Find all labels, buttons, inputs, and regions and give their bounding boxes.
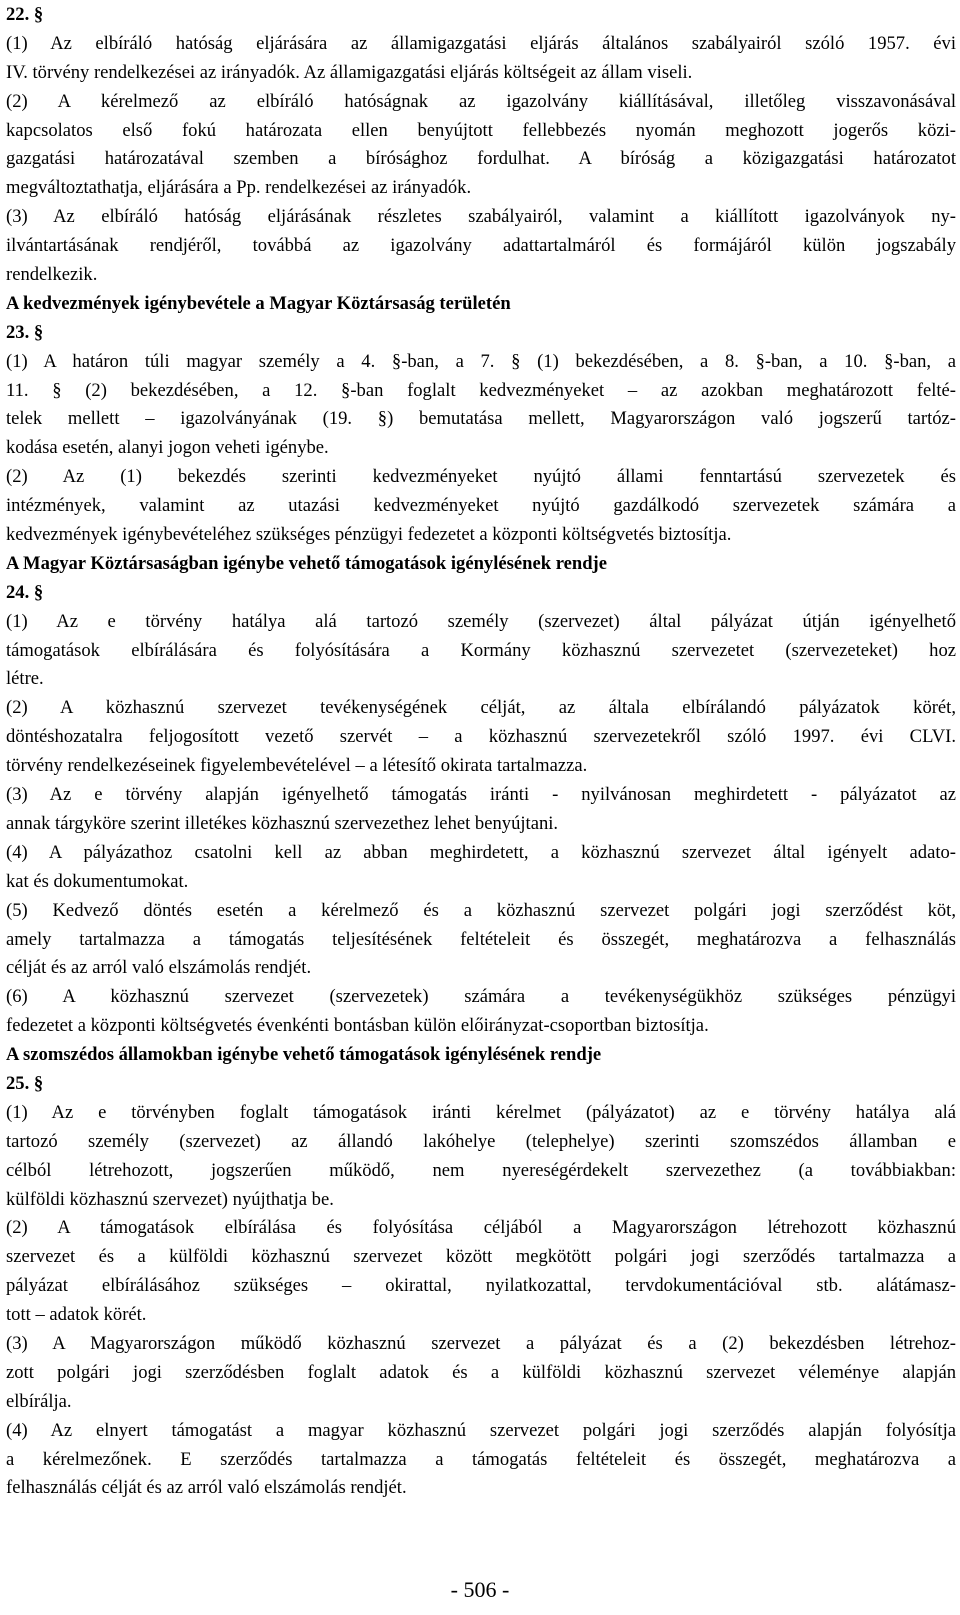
section-title-heading: A szomszédos államokban igénybe vehető támogatások igénylésének rendje (6, 1044, 602, 1066)
text-line: (2) A kérelmező az elbíráló hatóságnak az igazolvány kiállításával, illetőleg visszavonásával (6, 90, 956, 112)
text-line: kat és dokumentumokat. (6, 870, 189, 892)
text-line: külföldi közhasznú szervezet) nyújthatja be. (6, 1188, 334, 1210)
text-line: (2) A támogatások elbírálása és folyósítása céljából a Magyarországon létrehozott közhasznú (6, 1217, 956, 1239)
text-line: létre. (6, 668, 44, 690)
text-line: kodása esetén, alanyi jogon veheti igénybe. (6, 437, 329, 459)
text-line: (3) A Magyarországon működő közhasznú szervezet a pályázat és a (2) bekezdésben létrehoz- (6, 1332, 956, 1354)
text-line: (2) A közhasznú szervezet tevékenységének célját, az általa elbírálandó pályázatok körét, (6, 697, 956, 719)
section-number-heading: 23. § (6, 321, 44, 343)
text-line: felhasználás célját és az arról való elszámolás rendjét. (6, 1477, 407, 1499)
text-line: célját és az arról való elszámolás rendjét. (6, 957, 312, 979)
text-line: (1) Az elbíráló hatóság eljárására az államigazgatási eljárás általános szabályairól szóló 1957. évi (6, 32, 956, 54)
text-line: kapcsolatos első fokú határozata ellen benyújtott fellebbezés nyomán meghozott jogerős közi- (6, 119, 956, 141)
text-line: (1) Az e törvényben foglalt támogatások iránti kérelmet (pályázatot) az e törvény hatálya alá (6, 1101, 956, 1123)
text-line: (1) A határon túli magyar személy a 4. §-ban, a 7. § (1) bekezdésében, a 8. §-ban, a 10. §-ban, a (6, 350, 956, 372)
text-line: megváltoztathatja, eljárására a Pp. rendelkezései az irányadók. (6, 177, 472, 199)
text-line: a kérelmezőnek. E szerződés tartalmazza a támogatás feltételeit és összegét, meghatározva a (6, 1448, 956, 1470)
section-number-heading: 25. § (6, 1072, 44, 1094)
text-line: törvény rendelkezéseinek figyelembevételével – a létesítő okirata tartalmazza. (6, 755, 588, 777)
section-number-heading: 22. § (6, 4, 44, 25)
text-line: (5) Kedvező döntés esetén a kérelmező és a közhasznú szervezet polgári jogi szerződést köt, (6, 899, 956, 921)
text-line: célból létrehozott, jogszerűen működő, nem nyereségérdekelt szervezethez (a továbbiakban: (6, 1159, 956, 1181)
text-line: kedvezmények igénybevételéhez szükséges pénzügyi fedezetet a központi költségvetés biztosítja. (6, 524, 732, 546)
text-line: tott – adatok körét. (6, 1304, 147, 1326)
section-number-heading: 24. § (6, 581, 44, 603)
section-title-heading: A kedvezmények igénybevétele a Magyar Köztársaság területén (6, 292, 511, 314)
text-line: tartozó személy (szervezet) az állandó lakóhelye (telephelye) szerinti szomszédos államban e (6, 1130, 956, 1152)
text-line: elbírálja. (6, 1390, 72, 1412)
text-line: (4) A pályázathoz csatolni kell az abban meghirdetett, a közhasznú szervezet által igényelt adato- (6, 841, 956, 863)
text-line: annak tárgyköre szerint illetékes közhasznú szervezethez lehet benyújtani. (6, 812, 559, 834)
text-line: telek mellett – igazolványának (19. §) bemutatása mellett, Magyarországon való jogszerű tartóz- (6, 408, 956, 430)
text-line: amely tartalmazza a támogatás teljesítésének feltételeit és összegét, meghatározva a felhasználás (6, 928, 956, 950)
text-line: fedezetet a központi költségvetés évenkénti bontásban külön előirányzat-csoportban biztosítja. (6, 1015, 709, 1037)
text-line: (2) Az (1) bekezdés szerinti kedvezményeket nyújtó állami fenntartású szervezetek és (6, 466, 956, 488)
text-line: (4) Az elnyert támogatást a magyar közhasznú szervezet polgári jogi szerződés alapján folyósítja (6, 1419, 956, 1441)
text-line: IV. törvény rendelkezései az irányadók. Az államigazgatási eljárás költségeit az állam viseli. (6, 61, 693, 83)
text-line: (3) Az elbíráló hatóság eljárásának részletes szabályairól, valamint a kiállított igazolványok ny- (6, 206, 956, 228)
document-page (6, 1, 956, 1503)
text-line: döntéshozatalra feljogosított vezető szervét – a közhasznú szervezetekről szóló 1997. évi CLVI. (6, 726, 956, 748)
text-line: zott polgári jogi szerződésben foglalt adatok és a külföldi közhasznú szervezet véleménye alapján (6, 1361, 956, 1383)
text-line: szervezet és a külföldi közhasznú szervezet között megkötött polgári jogi szerződés tartalmazza a (6, 1246, 956, 1268)
text-line: (6) A közhasznú szervezet (szervezetek) számára a tevékenységükhöz szükséges pénzügyi (6, 986, 956, 1008)
page-number: - 506 - (450, 1577, 510, 1602)
section-title-heading: A Magyar Köztársaságban igénybe vehető támogatások igénylésének rendje (6, 552, 607, 574)
text-line: támogatások elbírálására és folyósítására a Kormány közhasznú szervezetet (szervezeteket) hoz (6, 639, 956, 661)
text-line: (1) Az e törvény hatálya alá tartozó személy (szervezet) által pályázat útján igényelhető (6, 610, 956, 632)
text-line: (3) Az e törvény alapján igényelhető támogatás iránti - nyilvánosan meghirdetett - pályázatot az (6, 784, 956, 806)
text-line: intézmények, valamint az utazási kedvezményeket nyújtó gazdálkodó szervezetek számára a (6, 495, 956, 517)
text-line: pályázat elbírálásához szükséges – okirattal, nyilatkozattal, tervdokumentációval stb. alátámasz- (6, 1275, 956, 1297)
text-line: ilvántartásának rendjéről, továbbá az igazolvány adattartalmáról és formájáról külön jogszabály (6, 235, 956, 257)
text-line: 11. § (2) bekezdésében, a 12. §-ban foglalt kedvezményeket – az azokban meghatározott felté- (6, 379, 956, 401)
text-line: gazgatási határozatával szemben a bírósághoz fordulhat. A bíróság a közigazgatási határozatot (6, 148, 956, 170)
text-line: rendelkezik. (6, 264, 98, 286)
page-footer (0, 1576, 960, 1604)
